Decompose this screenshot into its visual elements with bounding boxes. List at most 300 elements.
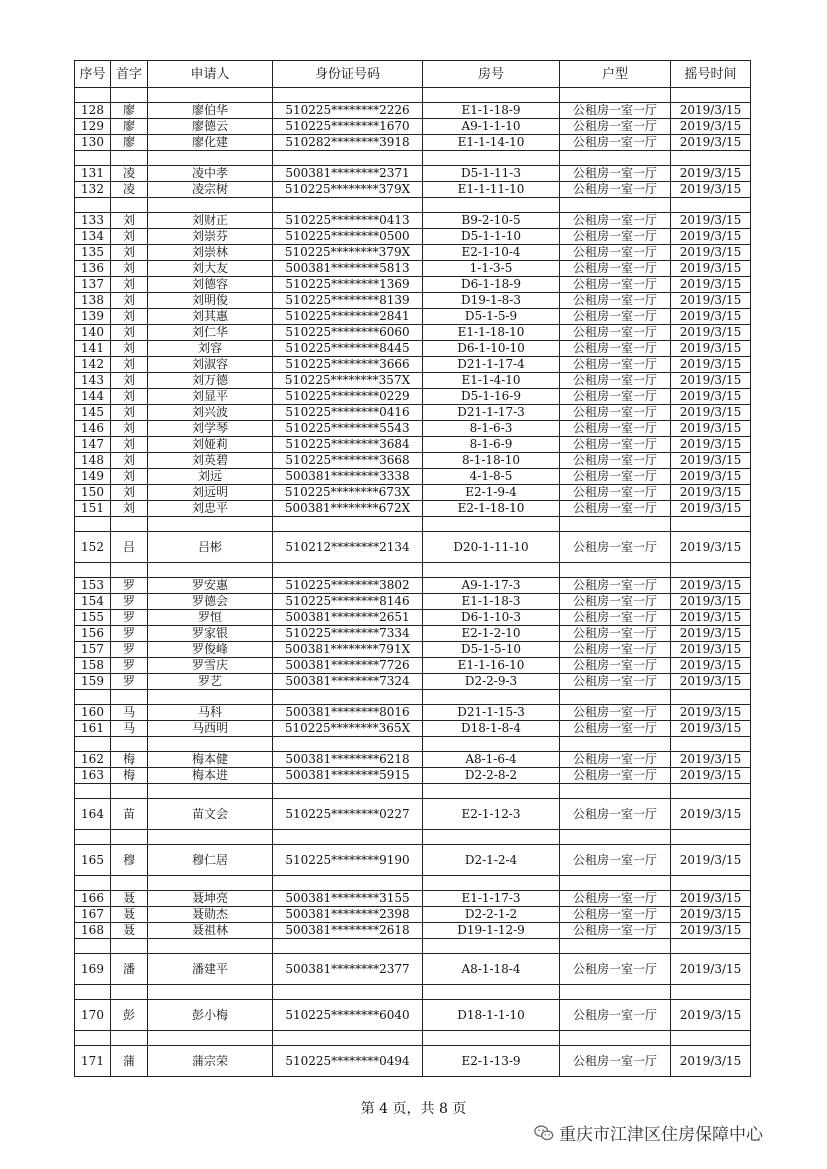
cell-room-number: D6-1-10-10	[423, 341, 560, 357]
spacer-cell	[273, 939, 423, 954]
cell-room-number: E2-1-18-10	[423, 501, 560, 517]
cell-id-number: 500381********2618	[273, 923, 423, 939]
cell-lottery-date: 2019/3/15	[671, 453, 751, 469]
cell-serial: 144	[75, 389, 111, 405]
cell-room-number: D5-1-5-10	[423, 642, 560, 658]
cell-serial: 165	[75, 845, 111, 876]
cell-room-number: A8-1-18-4	[423, 954, 560, 985]
spacer-cell	[75, 876, 111, 891]
cell-lottery-date: 2019/3/15	[671, 532, 751, 563]
cell-unit-type: 公租房一室一厅	[560, 907, 671, 923]
cell-id-number: 500381********672X	[273, 501, 423, 517]
cell-initial: 罗	[111, 594, 148, 610]
spacer-cell	[111, 88, 148, 103]
cell-unit-type: 公租房一室一厅	[560, 325, 671, 341]
group-spacer-row	[75, 151, 751, 166]
cell-unit-type: 公租房一室一厅	[560, 245, 671, 261]
header-serial: 序号	[75, 61, 111, 88]
spacer-cell	[423, 985, 560, 1000]
cell-lottery-date: 2019/3/15	[671, 752, 751, 768]
cell-id-number: 510225********6060	[273, 325, 423, 341]
table-row	[75, 891, 751, 907]
table-row	[75, 261, 751, 277]
cell-serial: 159	[75, 674, 111, 690]
cell-unit-type: 公租房一室一厅	[560, 309, 671, 325]
cell-lottery-date: 2019/3/15	[671, 578, 751, 594]
spacer-cell	[75, 151, 111, 166]
cell-applicant: 刘财正	[148, 213, 273, 229]
table-row	[75, 309, 751, 325]
cell-id-number: 510225********379X	[273, 245, 423, 261]
cell-unit-type: 公租房一室一厅	[560, 213, 671, 229]
group-spacer-row	[75, 517, 751, 532]
cell-serial: 133	[75, 213, 111, 229]
cell-serial: 149	[75, 469, 111, 485]
table-row	[75, 373, 751, 389]
cell-initial: 蒲	[111, 1046, 148, 1077]
cell-initial: 刘	[111, 325, 148, 341]
group-spacer-row	[75, 876, 751, 891]
cell-room-number: D5-1-1-10	[423, 229, 560, 245]
cell-id-number: 510225********9190	[273, 845, 423, 876]
cell-room-number: D2-2-1-2	[423, 907, 560, 923]
spacer-cell	[423, 830, 560, 845]
spacer-cell	[148, 876, 273, 891]
spacer-cell	[560, 1031, 671, 1046]
cell-initial: 梅	[111, 768, 148, 784]
table-row	[75, 954, 751, 985]
cell-room-number: E2-1-9-4	[423, 485, 560, 501]
cell-initial: 聂	[111, 923, 148, 939]
cell-unit-type: 公租房一室一厅	[560, 954, 671, 985]
cell-room-number: E2-1-2-10	[423, 626, 560, 642]
cell-unit-type: 公租房一室一厅	[560, 1046, 671, 1077]
cell-id-number: 500381********791X	[273, 642, 423, 658]
cell-applicant: 罗安惠	[148, 578, 273, 594]
cell-id-number: 500381********2398	[273, 907, 423, 923]
cell-id-number: 510282********3918	[273, 135, 423, 151]
cell-applicant: 蒲宗荣	[148, 1046, 273, 1077]
cell-lottery-date: 2019/3/15	[671, 674, 751, 690]
cell-applicant: 刘明俊	[148, 293, 273, 309]
spacer-cell	[671, 737, 751, 752]
cell-serial: 145	[75, 405, 111, 421]
table-row	[75, 421, 751, 437]
table-row	[75, 469, 751, 485]
cell-serial: 128	[75, 103, 111, 119]
spacer-cell	[273, 517, 423, 532]
cell-id-number: 500381********2651	[273, 610, 423, 626]
watermark-text: 重庆市江津区住房保障中心	[559, 1125, 763, 1145]
spacer-cell	[423, 690, 560, 705]
cell-id-number: 510225********5543	[273, 421, 423, 437]
spacer-cell	[148, 985, 273, 1000]
table-row	[75, 341, 751, 357]
spacer-cell	[423, 198, 560, 213]
spacer-cell	[671, 151, 751, 166]
cell-id-number: 510225********0494	[273, 1046, 423, 1077]
cell-serial: 152	[75, 532, 111, 563]
cell-unit-type: 公租房一室一厅	[560, 768, 671, 784]
cell-serial: 166	[75, 891, 111, 907]
cell-id-number: 510225********1369	[273, 277, 423, 293]
cell-applicant: 凌中孝	[148, 166, 273, 182]
spacer-cell	[671, 784, 751, 799]
spacer-cell	[423, 517, 560, 532]
wechat-icon	[533, 1122, 555, 1144]
table-row	[75, 119, 751, 135]
cell-applicant: 廖化建	[148, 135, 273, 151]
cell-initial: 刘	[111, 501, 148, 517]
spacer-cell	[111, 1031, 148, 1046]
table-header-row	[75, 61, 751, 88]
spacer-cell	[671, 690, 751, 705]
spacer-cell	[148, 830, 273, 845]
spacer-cell	[671, 830, 751, 845]
cell-unit-type: 公租房一室一厅	[560, 437, 671, 453]
table-row	[75, 594, 751, 610]
table-row	[75, 1000, 751, 1031]
spacer-cell	[423, 876, 560, 891]
cell-unit-type: 公租房一室一厅	[560, 453, 671, 469]
cell-id-number: 500381********5915	[273, 768, 423, 784]
spacer-cell	[273, 198, 423, 213]
cell-initial: 聂	[111, 891, 148, 907]
cell-applicant: 刘淑容	[148, 357, 273, 373]
cell-initial: 刘	[111, 293, 148, 309]
cell-initial: 苗	[111, 799, 148, 830]
cell-room-number: D5-1-11-3	[423, 166, 560, 182]
cell-room-number: D2-2-9-3	[423, 674, 560, 690]
cell-initial: 廖	[111, 135, 148, 151]
cell-applicant: 罗家银	[148, 626, 273, 642]
cell-initial: 刘	[111, 229, 148, 245]
cell-lottery-date: 2019/3/15	[671, 405, 751, 421]
cell-applicant: 刘英碧	[148, 453, 273, 469]
cell-initial: 罗	[111, 674, 148, 690]
cell-serial: 146	[75, 421, 111, 437]
cell-unit-type: 公租房一室一厅	[560, 752, 671, 768]
header-initial: 首字	[111, 61, 148, 88]
spacer-cell	[273, 690, 423, 705]
cell-id-number: 510225********0229	[273, 389, 423, 405]
cell-unit-type: 公租房一室一厅	[560, 261, 671, 277]
spacer-cell	[423, 151, 560, 166]
cell-unit-type: 公租房一室一厅	[560, 341, 671, 357]
cell-unit-type: 公租房一室一厅	[560, 1000, 671, 1031]
cell-initial: 彭	[111, 1000, 148, 1031]
spacer-cell	[671, 198, 751, 213]
table-row	[75, 357, 751, 373]
cell-applicant: 刘远明	[148, 485, 273, 501]
cell-unit-type: 公租房一室一厅	[560, 357, 671, 373]
cell-lottery-date: 2019/3/15	[671, 182, 751, 198]
spacer-cell	[560, 737, 671, 752]
cell-initial: 廖	[111, 103, 148, 119]
cell-id-number: 510225********3668	[273, 453, 423, 469]
cell-id-number: 510225********6040	[273, 1000, 423, 1031]
cell-room-number: D2-1-2-4	[423, 845, 560, 876]
cell-initial: 刘	[111, 277, 148, 293]
spacer-cell	[148, 88, 273, 103]
cell-id-number: 510225********2226	[273, 103, 423, 119]
cell-unit-type: 公租房一室一厅	[560, 705, 671, 721]
cell-id-number: 510225********0500	[273, 229, 423, 245]
header-unit-type: 户型	[560, 61, 671, 88]
cell-lottery-date: 2019/3/15	[671, 357, 751, 373]
spacer-cell	[273, 830, 423, 845]
spacer-cell	[75, 563, 111, 578]
spacer-cell	[560, 517, 671, 532]
cell-room-number: A8-1-6-4	[423, 752, 560, 768]
group-spacer-row	[75, 737, 751, 752]
cell-applicant: 马科	[148, 705, 273, 721]
cell-unit-type: 公租房一室一厅	[560, 799, 671, 830]
spacer-cell	[423, 737, 560, 752]
cell-serial: 153	[75, 578, 111, 594]
cell-room-number: E2-1-12-3	[423, 799, 560, 830]
cell-lottery-date: 2019/3/15	[671, 389, 751, 405]
cell-applicant: 凌宗树	[148, 182, 273, 198]
table-row	[75, 389, 751, 405]
spacer-cell	[423, 1031, 560, 1046]
table-row	[75, 453, 751, 469]
cell-lottery-date: 2019/3/15	[671, 277, 751, 293]
cell-applicant: 刘容	[148, 341, 273, 357]
spacer-cell	[148, 198, 273, 213]
cell-lottery-date: 2019/3/15	[671, 325, 751, 341]
cell-applicant: 罗俊峰	[148, 642, 273, 658]
header-applicant: 申请人	[148, 61, 273, 88]
spacer-cell	[671, 88, 751, 103]
cell-applicant: 刘其惠	[148, 309, 273, 325]
cell-unit-type: 公租房一室一厅	[560, 501, 671, 517]
table-row	[75, 752, 751, 768]
table-row	[75, 182, 751, 198]
table-row	[75, 642, 751, 658]
cell-unit-type: 公租房一室一厅	[560, 845, 671, 876]
cell-unit-type: 公租房一室一厅	[560, 532, 671, 563]
table-row	[75, 501, 751, 517]
cell-unit-type: 公租房一室一厅	[560, 135, 671, 151]
group-spacer-row	[75, 88, 751, 103]
cell-applicant: 穆仁居	[148, 845, 273, 876]
spacer-cell	[560, 563, 671, 578]
cell-applicant: 刘崇林	[148, 245, 273, 261]
cell-room-number: D5-1-16-9	[423, 389, 560, 405]
cell-lottery-date: 2019/3/15	[671, 119, 751, 135]
cell-initial: 罗	[111, 626, 148, 642]
spacer-cell	[75, 690, 111, 705]
spacer-cell	[111, 876, 148, 891]
cell-lottery-date: 2019/3/15	[671, 437, 751, 453]
cell-id-number: 510225********8139	[273, 293, 423, 309]
cell-applicant: 潘建平	[148, 954, 273, 985]
group-spacer-row	[75, 198, 751, 213]
cell-room-number: E2-1-10-4	[423, 245, 560, 261]
cell-lottery-date: 2019/3/15	[671, 229, 751, 245]
cell-serial: 162	[75, 752, 111, 768]
spacer-cell	[671, 517, 751, 532]
cell-lottery-date: 2019/3/15	[671, 135, 751, 151]
cell-serial: 163	[75, 768, 111, 784]
cell-applicant: 聂勋杰	[148, 907, 273, 923]
cell-initial: 罗	[111, 610, 148, 626]
cell-initial: 刘	[111, 437, 148, 453]
cell-serial: 148	[75, 453, 111, 469]
cell-unit-type: 公租房一室一厅	[560, 594, 671, 610]
spacer-cell	[273, 151, 423, 166]
cell-id-number: 500381********2377	[273, 954, 423, 985]
table-row	[75, 437, 751, 453]
header-room-number: 房号	[423, 61, 560, 88]
cell-lottery-date: 2019/3/15	[671, 768, 751, 784]
cell-serial: 137	[75, 277, 111, 293]
spacer-cell	[560, 784, 671, 799]
table-row	[75, 405, 751, 421]
cell-applicant: 刘学琴	[148, 421, 273, 437]
cell-unit-type: 公租房一室一厅	[560, 277, 671, 293]
cell-applicant: 梅本进	[148, 768, 273, 784]
cell-lottery-date: 2019/3/15	[671, 309, 751, 325]
table-row	[75, 626, 751, 642]
spacer-cell	[111, 151, 148, 166]
spacer-cell	[148, 690, 273, 705]
cell-id-number: 510225********3666	[273, 357, 423, 373]
cell-id-number: 500381********8016	[273, 705, 423, 721]
cell-room-number: E1-1-17-3	[423, 891, 560, 907]
spacer-cell	[273, 876, 423, 891]
table-row	[75, 923, 751, 939]
group-spacer-row	[75, 830, 751, 845]
header-lottery-date: 摇号时间	[671, 61, 751, 88]
cell-lottery-date: 2019/3/15	[671, 923, 751, 939]
cell-id-number: 510225********357X	[273, 373, 423, 389]
cell-serial: 161	[75, 721, 111, 737]
cell-room-number: E1-1-11-10	[423, 182, 560, 198]
spacer-cell	[560, 876, 671, 891]
cell-initial: 梅	[111, 752, 148, 768]
cell-serial: 155	[75, 610, 111, 626]
cell-applicant: 苗文会	[148, 799, 273, 830]
cell-applicant: 刘德容	[148, 277, 273, 293]
group-spacer-row	[75, 939, 751, 954]
cell-id-number: 500381********3338	[273, 469, 423, 485]
cell-initial: 马	[111, 721, 148, 737]
cell-serial: 142	[75, 357, 111, 373]
cell-applicant: 刘万德	[148, 373, 273, 389]
cell-applicant: 廖伯华	[148, 103, 273, 119]
spacer-cell	[273, 784, 423, 799]
cell-room-number: D21-1-17-4	[423, 357, 560, 373]
cell-serial: 135	[75, 245, 111, 261]
table-row	[75, 277, 751, 293]
cell-applicant: 彭小梅	[148, 1000, 273, 1031]
cell-applicant: 罗艺	[148, 674, 273, 690]
cell-initial: 刘	[111, 421, 148, 437]
spacer-cell	[148, 784, 273, 799]
table-row	[75, 674, 751, 690]
cell-initial: 刘	[111, 453, 148, 469]
spacer-cell	[111, 198, 148, 213]
cell-lottery-date: 2019/3/15	[671, 626, 751, 642]
cell-lottery-date: 2019/3/15	[671, 845, 751, 876]
spacer-cell	[148, 939, 273, 954]
cell-lottery-date: 2019/3/15	[671, 341, 751, 357]
table-row	[75, 135, 751, 151]
spacer-cell	[671, 876, 751, 891]
spacer-cell	[273, 985, 423, 1000]
group-spacer-row	[75, 690, 751, 705]
cell-id-number: 510225********673X	[273, 485, 423, 501]
spacer-cell	[148, 737, 273, 752]
spacer-cell	[75, 1031, 111, 1046]
spacer-cell	[560, 939, 671, 954]
cell-id-number: 500381********7324	[273, 674, 423, 690]
cell-applicant: 廖德云	[148, 119, 273, 135]
cell-lottery-date: 2019/3/15	[671, 907, 751, 923]
cell-serial: 136	[75, 261, 111, 277]
cell-room-number: D18-1-8-4	[423, 721, 560, 737]
group-spacer-row	[75, 563, 751, 578]
cell-room-number: A9-1-1-10	[423, 119, 560, 135]
watermark	[533, 1120, 763, 1145]
table-row	[75, 325, 751, 341]
cell-initial: 刘	[111, 405, 148, 421]
cell-lottery-date: 2019/3/15	[671, 594, 751, 610]
cell-initial: 刘	[111, 245, 148, 261]
spacer-cell	[671, 985, 751, 1000]
table-row	[75, 658, 751, 674]
cell-serial: 141	[75, 341, 111, 357]
spacer-cell	[560, 690, 671, 705]
cell-unit-type: 公租房一室一厅	[560, 389, 671, 405]
cell-unit-type: 公租房一室一厅	[560, 373, 671, 389]
cell-unit-type: 公租房一室一厅	[560, 891, 671, 907]
spacer-cell	[75, 985, 111, 1000]
cell-id-number: 500381********6218	[273, 752, 423, 768]
cell-room-number: E2-1-13-9	[423, 1046, 560, 1077]
cell-initial: 刘	[111, 485, 148, 501]
cell-initial: 聂	[111, 907, 148, 923]
table-row	[75, 532, 751, 563]
cell-initial: 刘	[111, 373, 148, 389]
allocation-sheet	[74, 60, 750, 1077]
cell-initial: 刘	[111, 213, 148, 229]
cell-applicant: 罗雪庆	[148, 658, 273, 674]
cell-id-number: 510225********8146	[273, 594, 423, 610]
table-row	[75, 245, 751, 261]
cell-serial: 167	[75, 907, 111, 923]
cell-id-number: 510212********2134	[273, 532, 423, 563]
cell-room-number: D5-1-5-9	[423, 309, 560, 325]
cell-room-number: 4-1-8-5	[423, 469, 560, 485]
cell-room-number: D2-2-8-2	[423, 768, 560, 784]
cell-initial: 罗	[111, 658, 148, 674]
spacer-cell	[111, 784, 148, 799]
cell-lottery-date: 2019/3/15	[671, 705, 751, 721]
cell-id-number: 510225********2841	[273, 309, 423, 325]
table-row	[75, 845, 751, 876]
cell-applicant: 刘仁华	[148, 325, 273, 341]
cell-initial: 凌	[111, 166, 148, 182]
cell-applicant: 刘兴波	[148, 405, 273, 421]
spacer-cell	[560, 830, 671, 845]
cell-room-number: E1-1-18-3	[423, 594, 560, 610]
group-spacer-row	[75, 985, 751, 1000]
spacer-cell	[75, 517, 111, 532]
cell-serial: 156	[75, 626, 111, 642]
